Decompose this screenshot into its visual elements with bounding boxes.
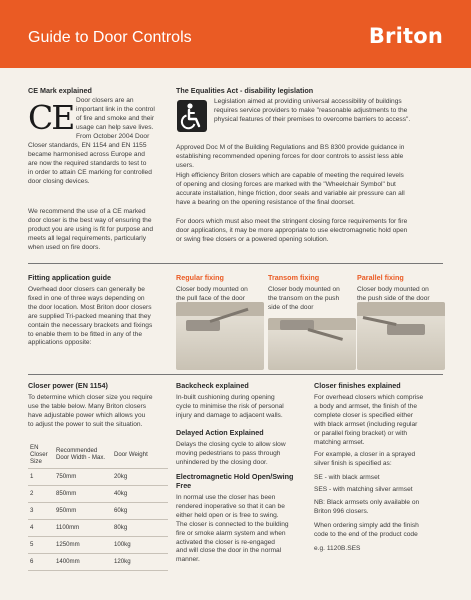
table-cell: 100kg	[112, 536, 168, 553]
parallel-fixing-title: Parallel fixing	[357, 273, 404, 282]
finishes-ordering-text: When ordering simply add the finish code to the end of the product code	[314, 522, 419, 538]
transom-fixing-text: Closer body mounted on the transom on the push side of the door	[268, 286, 340, 311]
regular-fixing-text: Closer body mounted on the pull face of the door	[176, 286, 248, 302]
finishes-section-title: Closer finishes explained	[314, 381, 401, 390]
equality-docm-text: Approved Doc M of the Building Regulations and BS 8300 provide guidance in establishing recommended opening forces for door controls to assist less able users.	[176, 144, 405, 169]
table-cell: 120kg	[112, 553, 168, 570]
table-cell: 6	[28, 553, 54, 570]
col-header-width: Recommended Door Width - Max.	[54, 441, 112, 468]
equality-legislation-text: Legislation aimed at providing universal accessibility of buildings requires service providers to make "reasonable adjustments to the physical features of their premises to overcome barriers to access".	[214, 98, 411, 123]
table-cell: 1	[28, 468, 54, 485]
table-cell: 80kg	[112, 519, 168, 536]
table-cell: 1250mm	[54, 536, 112, 553]
table-row	[28, 502, 168, 519]
ce-section-title: CE Mark explained	[28, 86, 92, 95]
finishes-note-text: NB: Black armsets only available on Briton 996 closers.	[314, 499, 420, 515]
finishes-code-example: e.g. 1120B.SES	[314, 545, 361, 552]
table-header-row	[28, 441, 168, 468]
divider	[28, 263, 443, 264]
finish-se-text: SE - with black armset	[314, 474, 380, 481]
table-cell: 850mm	[54, 485, 112, 502]
backcheck-section-title: Backcheck explained	[176, 381, 249, 390]
briton-logo: Briton	[368, 24, 443, 48]
parallel-fixing-image	[357, 302, 445, 370]
ce-intro-text: Door closers are an important link in the control of fire and smoke and their usage can help save lives. From October 2004 Door	[76, 97, 155, 140]
delayed-action-title: Delayed Action Explained	[176, 428, 264, 437]
regular-fixing-image	[176, 302, 264, 370]
power-section-title: Closer power (EN 1154)	[28, 381, 108, 390]
table-cell: 40kg	[112, 485, 168, 502]
equality-section-title: The Equalities Act - disability legislation	[176, 86, 314, 95]
ce-recommend-text: We recommend the use of a CE marked door closer is the best way of ensuring the product you are using is fit for purpose and meets all legal requirements, particularly when used on fire doors.	[28, 208, 153, 251]
table-row	[28, 468, 168, 485]
table-cell: 3	[28, 502, 54, 519]
table-cell: 1100mm	[54, 519, 112, 536]
fitting-guide-text: Overhead door closers can generally be fixed in one of three ways depending on the door location. Most Briton door closers are supplied Tri-packed meaning that they contain the necessary brackets and fixings to enable them to be fitted in any of the applications opposite:	[28, 286, 153, 347]
regular-fixing-title: Regular fixing	[176, 273, 224, 282]
transom-fixing-title: Transom fixing	[268, 273, 320, 282]
backcheck-text: In-built cushioning during opening cycle to minimise the risk of personal injury and damage to adjacent walls.	[176, 394, 284, 419]
ce-standards-text: Closer standards, EN 1154 and EN 1155 became harmonised across Europe and are now the required standards to test to in order to attain CE marking for controlled door closing devices.	[28, 142, 152, 185]
power-text: To determine which closer size you require use the table below. Many Briton closers have adjustable power which allows you to adjust the power to suit the situation.	[28, 394, 153, 428]
finish-ses-text: SES - with matching silver armset	[314, 486, 413, 493]
table-cell: 2	[28, 485, 54, 502]
table-cell: 60kg	[112, 502, 168, 519]
equality-fire-doors-text: For doors which must also meet the stringent closing force requirements for fire door applications, it may be more appropriate to use electromagnetic hold open or swing free closers or a powered opening solution.	[176, 218, 408, 243]
ce-mark-icon: CE	[28, 98, 74, 137]
divider	[28, 374, 443, 375]
table-cell: 4	[28, 519, 54, 536]
transom-fixing-image	[268, 318, 356, 370]
table-row	[28, 553, 168, 570]
table-row	[28, 519, 168, 536]
table-cell: 950mm	[54, 502, 112, 519]
table-cell: 20kg	[112, 468, 168, 485]
col-header-size: EN Closer Size	[28, 441, 54, 468]
electromagnetic-text: In normal use the closer has been rendered inoperative so that it can be either held open or is free to swing. The closer is connected to the building fire or smoke alarm system and when activated the closer is re-engaged and will close the door in the normal manner.	[176, 494, 289, 564]
col-header-weight: Door Weight	[112, 441, 168, 468]
equality-efficiency-text: High efficiency Briton closers which are capable of meeting the required levels of opening and closing forces are marked with the "Wheelchair Symbol" but accurate installation, hinge friction, door seals and variable air pressure can all have a bearing on the opening resistance of the final doorset.	[176, 172, 405, 206]
table-row	[28, 485, 168, 502]
table-cell: 750mm	[54, 468, 112, 485]
fitting-section-title: Fitting application guide	[28, 273, 112, 282]
parallel-fixing-text: Closer body mounted on the push side of the door	[357, 286, 430, 302]
table-cell: 5	[28, 536, 54, 553]
finishes-text: For overhead closers which comprise a body and armset, the finish of the complete closer is specified either with black armset (including regular or parallel fixing bracket) or with matching armset.	[314, 394, 424, 446]
delayed-action-text: Delays the closing cycle to allow slow moving pedestrians to pass through unhindered by the closing door.	[176, 441, 286, 466]
finishes-example-text: For example, a closer in a sprayed silver finish is specified as:	[314, 451, 416, 467]
table-cell: 1400mm	[54, 553, 112, 570]
wheelchair-icon	[177, 100, 207, 132]
electromagnetic-title: Electromagnetic Hold Open/Swing Free	[176, 472, 294, 490]
header-bar	[0, 0, 471, 68]
page-title: Guide to Door Controls	[28, 29, 192, 46]
closer-power-table	[28, 441, 168, 571]
table-row	[28, 536, 168, 553]
